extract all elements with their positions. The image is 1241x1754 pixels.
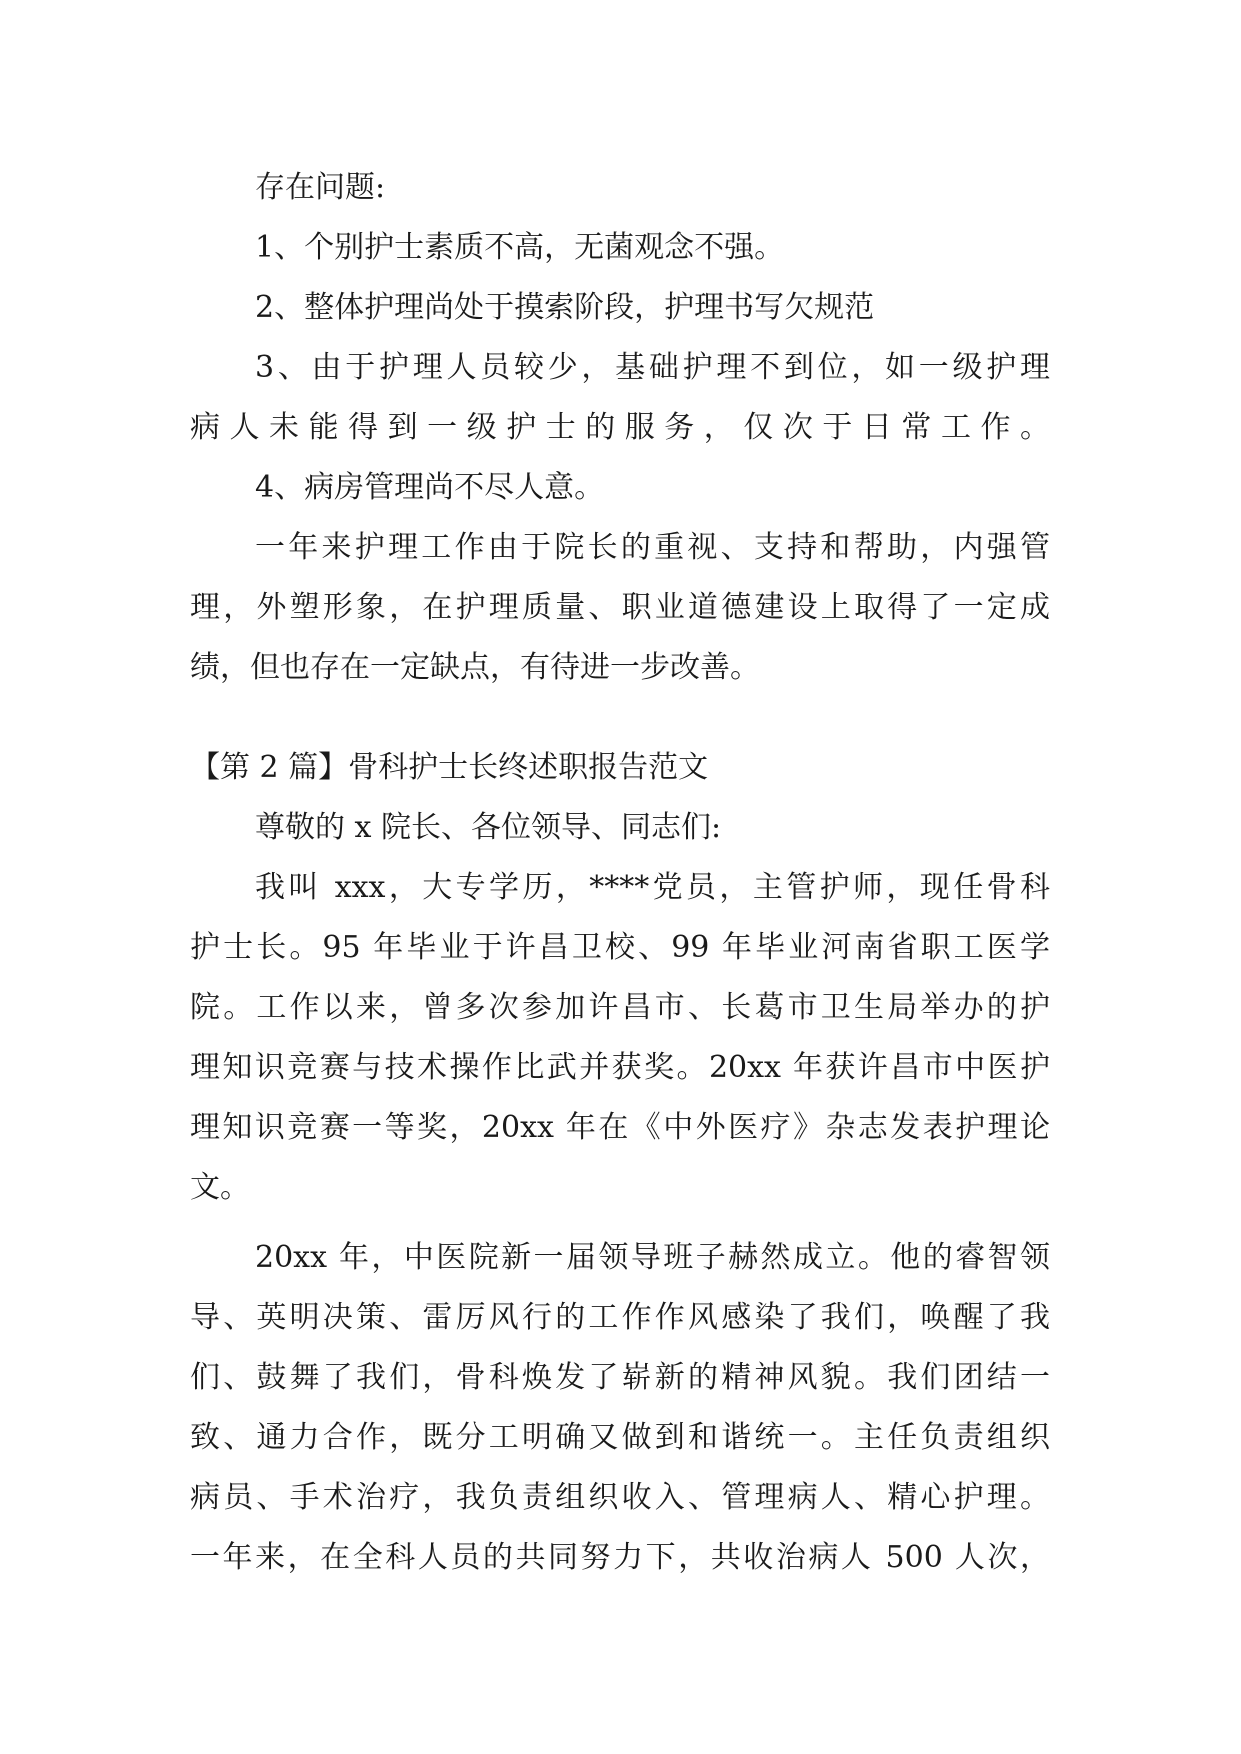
problem-item-2: 2、整体护理尚处于摸索阶段，护理书写欠规范 — [255, 290, 875, 325]
problem-item-3-line-1: 3、由于护理人员较少，基础护理不到位，如一级护理 — [255, 350, 1050, 385]
paragraph-1-line-6: 文。 — [190, 1170, 250, 1205]
summary-line-1: 一年来护理工作由于院长的重视、支持和帮助，内强管 — [255, 530, 1050, 565]
problem-item-3-line-2: 病人未能得到一级护士的服务，仅次于日常工作。 — [190, 410, 1050, 445]
paragraph-1-line-5: 理知识竞赛一等奖，20xx 年在《中外医疗》杂志发表护理论 — [190, 1110, 1050, 1145]
paragraph-1-line-4: 理知识竞赛与技术操作比武并获奖。20xx 年获许昌市中医护 — [190, 1050, 1050, 1085]
paragraph-2-line-5: 病员、手术治疗，我负责组织收入、管理病人、精心护理。 — [190, 1480, 1050, 1515]
paragraph-2-line-1: 20xx 年，中医院新一届领导班子赫然成立。他的睿智领 — [255, 1240, 1050, 1275]
summary-line-2: 理，外塑形象，在护理质量、职业道德建设上取得了一定成 — [190, 590, 1050, 625]
paragraph-1-line-2: 护士长。95 年毕业于许昌卫校、99 年毕业河南省职工医学 — [190, 930, 1050, 965]
paragraph-2-line-3: 们、鼓舞了我们，骨科焕发了崭新的精神风貌。我们团结一 — [190, 1360, 1050, 1395]
paragraph-2-line-4: 致、通力合作，既分工明确又做到和谐统一。主任负责组织 — [190, 1420, 1050, 1455]
summary-line-3: 绩，但也存在一定缺点，有待进一步改善。 — [190, 650, 760, 685]
salutation: 尊敬的 x 院长、各位领导、同志们: — [255, 810, 722, 845]
section-title: 【第 2 篇】骨科护士长终述职报告范文 — [190, 750, 709, 785]
problem-item-1: 1、个别护士素质不高，无菌观念不强。 — [255, 230, 785, 265]
problems-heading: 存在问题: — [255, 170, 386, 205]
paragraph-1-line-3: 院。工作以来，曾多次参加许昌市、长葛市卫生局举办的护 — [190, 990, 1050, 1025]
paragraph-2-line-6: 一年来，在全科人员的共同努力下，共收治病人 500 人次， — [190, 1540, 1050, 1575]
problem-item-4: 4、病房管理尚不尽人意。 — [255, 470, 605, 505]
paragraph-2-line-2: 导、英明决策、雷厉风行的工作作风感染了我们，唤醒了我 — [190, 1300, 1050, 1335]
paragraph-1-line-1: 我叫 xxx，大专学历，****党员，主管护师，现任骨科 — [255, 870, 1050, 905]
